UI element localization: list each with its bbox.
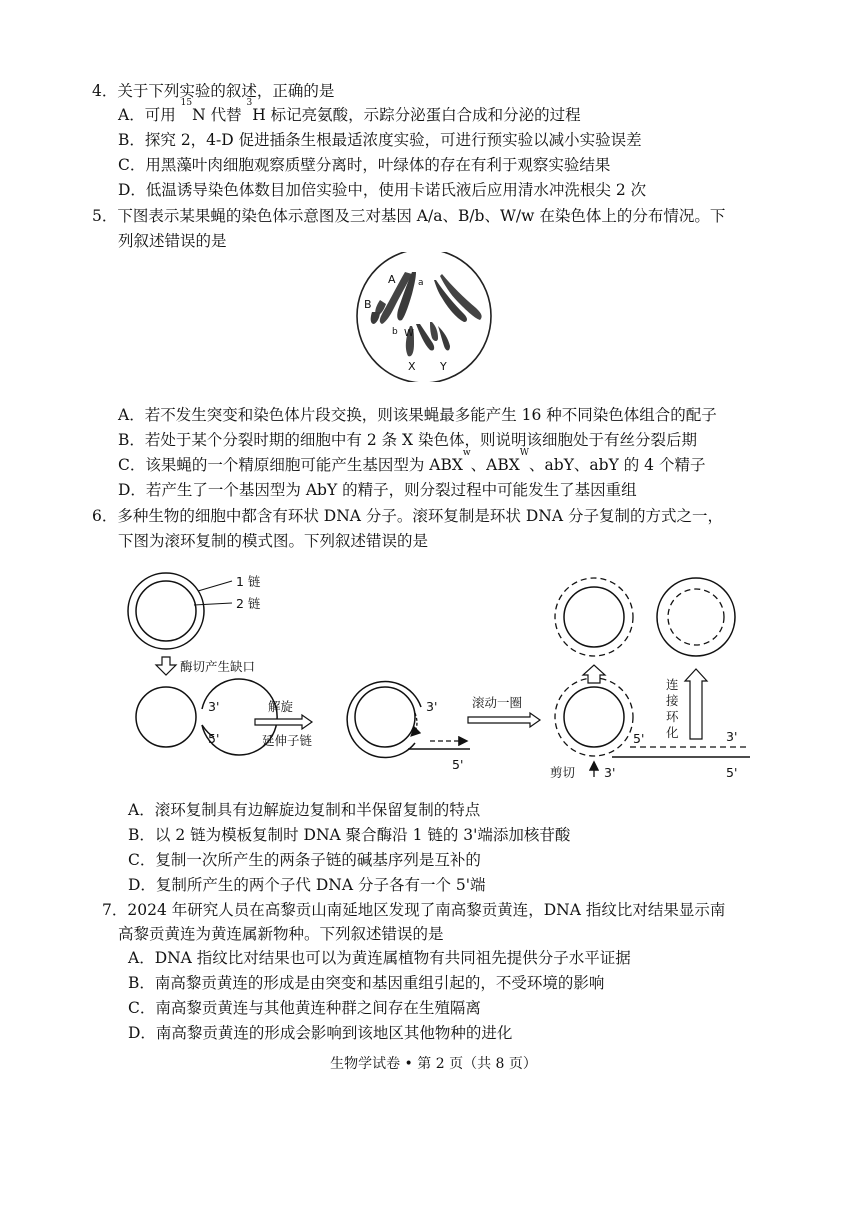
q4-stem: 4．关于下列实验的叙述，正确的是	[92, 82, 335, 100]
q4-option-b: B．探究 2，4-D 促进插条生根最适浓度实验，可进行预实验以减小实验误差	[118, 131, 642, 149]
unwind-label: 解旋	[268, 699, 294, 714]
rolling-circle-figure	[110, 565, 780, 790]
end-3prime-label-4: 3'	[604, 765, 616, 780]
end-5prime-label-4: 5'	[726, 765, 738, 780]
gene-label-b: b	[392, 327, 398, 337]
q5-stem-line1: 5．下图表示某果蝇的染色体示意图及三对基因 A/a、B/b、W/w 在染色体上的分布情况。下	[92, 207, 726, 225]
q7-option-c: C．南高黎贡黄连与其他黄连种群之间存在生殖隔离	[128, 999, 481, 1017]
q7-stem-line2: 高黎贡黄连为黄连属新物种。下列叙述错误的是	[118, 925, 444, 943]
cut-label: 剪切	[550, 765, 576, 780]
end-5prime-label-3: 5'	[633, 731, 645, 746]
roll-label: 滚动一圈	[472, 695, 523, 710]
q5-option-a: A．若不发生突变和染色体片段交换，则该果蝇最多能产生 16 种不同染色体组合的配子	[118, 406, 717, 424]
connect-label-2: 接	[666, 693, 679, 708]
q7-option-d: D．南高黎贡黄连的形成会影响到该地区其他物种的进化	[128, 1024, 513, 1042]
end-3prime-label-2: 3'	[426, 699, 438, 714]
gene-label-W: W	[404, 328, 414, 339]
q6-option-a: A．滚环复制具有边解旋边复制和半保留复制的特点	[128, 801, 481, 819]
enzyme-cut-label: 酶切产生缺口	[180, 659, 256, 674]
q5-stem-line2: 列叙述错误的是	[118, 232, 227, 250]
extend-label: 延伸子链	[262, 733, 313, 748]
q6-option-c: C．复制一次所产生的两条子链的碱基序列是互补的	[128, 851, 481, 869]
q5-option-d: D．若产生了一个基因型为 AbY 的精子，则分裂过程中可能发生了基因重组	[118, 481, 637, 499]
q7-stem-line1: 7．2024 年研究人员在高黎贡山南延地区发现了南高黎贡黄连，DNA 指纹比对结果显示南	[102, 901, 726, 919]
q7-option-a: A．DNA 指纹比对结果也可以为黄连属植物有共同祖先提供分子水平证据	[128, 949, 631, 967]
end-5prime-label-2: 5'	[452, 757, 464, 772]
q4-option-d: D．低温诱导染色体数目加倍实验中，使用卡诺氏液后应用清水冲洗根尖 2 次	[118, 181, 647, 199]
q4-option-a: A．可用 $^{15}$N 代替 $^3$H 标记亮氨酸，示踪分泌蛋白合成和分泌的过程	[118, 98, 581, 124]
gene-label-B: B	[364, 298, 372, 311]
connect-label-4: 化	[666, 725, 679, 740]
end-5prime-label: 5'	[208, 731, 220, 746]
connect-label-3: 环	[666, 709, 679, 724]
end-3prime-label: 3'	[208, 699, 220, 714]
q6-option-b: B．以 2 链为模板复制时 DNA 聚合酶沿 1 链的 3'端添加核苷酸	[128, 826, 571, 844]
page-footer: 生物学试卷 • 第 2 页（共 8 页）	[330, 1056, 537, 1072]
end-3prime-label-3: 3'	[726, 729, 738, 744]
connect-label-1: 连	[666, 677, 679, 692]
q5-option-b: B．若处于某个分裂时期的细胞中有 2 条 X 染色体，则说明该细胞处于有丝分裂后期	[118, 431, 697, 449]
gene-label-a: a	[418, 278, 424, 288]
q5-option-c: C．该果蝇的一个精原细胞可能产生基因型为 ABX$^w$、$ABX^W$、abY、abY 的 4 个精子	[118, 448, 706, 474]
chain1-label: 1 链	[236, 574, 261, 589]
q4-option-c: C．用黑藻叶肉细胞观察质壁分离时，叶绿体的存在有利于观察实验结果	[118, 156, 611, 174]
chromosome-label-Y: Y	[440, 360, 447, 373]
q7-option-b: B．南高黎贡黄连的形成是由突变和基因重组引起的，不受环境的影响	[128, 974, 605, 992]
q6-stem-line2: 下图为滚环复制的模式图。下列叙述错误的是	[118, 532, 429, 550]
q6-option-d: D．复制所产生的两个子代 DNA 分子各有一个 5'端	[128, 876, 486, 894]
gene-label-A: A	[388, 273, 396, 286]
chromosome-label-X: X	[408, 360, 416, 373]
q6-stem-line1: 6．多种生物的细胞中都含有环状 DNA 分子。滚环复制是环状 DNA 分子复制的方式之一，	[92, 507, 723, 525]
chromosome-figure	[350, 252, 500, 382]
chain2-label: 2 链	[236, 596, 261, 611]
